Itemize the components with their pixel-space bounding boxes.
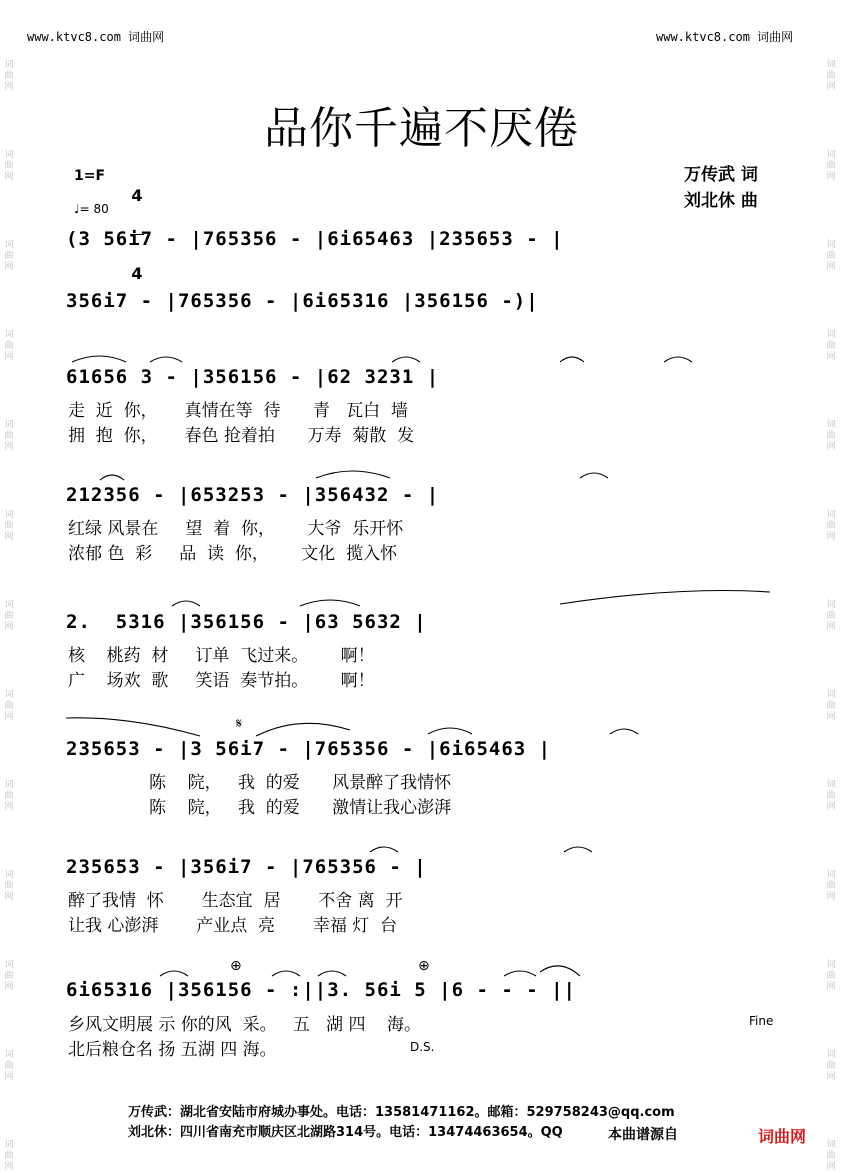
slur (150, 357, 182, 362)
lyric-line-5b: 广 场欢 歌 笑语 奏节拍。 啊！ (68, 671, 375, 691)
side-watermark-text: 词曲网 (826, 1050, 836, 1082)
tempo-value: = 80 (79, 202, 109, 216)
lyric-line-3a: 走 近 你， 真情在等 待 青 瓦白 墙 (68, 401, 408, 421)
score-row-3: 61656 3 - |356156 - |62 3231 | (66, 366, 440, 388)
side-watermark-text: 词曲网 (4, 780, 14, 812)
side-watermark-text: 词曲网 (826, 330, 836, 362)
slur (160, 971, 188, 976)
fine-marking: Fine (749, 1014, 774, 1028)
tempo-marking (74, 202, 109, 216)
side-watermark-text: 词曲网 (826, 510, 836, 542)
side-watermark-text: 词曲网 (4, 240, 14, 272)
side-watermark-text: 词曲网 (826, 150, 836, 182)
footer-contact-lyricist: 万传武：湖北省安陆市府城办事处。电话：13581471162。邮箱：529758243@qq.com (128, 1105, 675, 1120)
source-label: 本曲谱源自 (606, 1124, 680, 1144)
slur (370, 847, 398, 852)
slur (100, 475, 124, 480)
lyric-line-3b: 拥 抱 你， 春色 抢着拍 万寿 菊散 发 (68, 426, 415, 446)
slur (172, 601, 200, 606)
side-watermark-text: 词曲网 (4, 1050, 14, 1082)
slur (316, 471, 390, 478)
slur (300, 600, 360, 606)
side-watermark-text: 词曲网 (4, 1140, 14, 1172)
side-watermark-text: 词曲网 (4, 420, 14, 452)
site-url-left: www.ktvc8.com 词曲网 (27, 30, 165, 44)
score-row-4: 212356 - |653253 - |356432 - | (66, 484, 440, 506)
slur (610, 729, 638, 734)
slur (564, 847, 592, 852)
coda-sign-2: ⊕ (418, 958, 430, 974)
side-watermark-text: 词曲网 (4, 600, 14, 632)
slur (428, 728, 472, 734)
slur (392, 357, 420, 362)
footer-contact-composer: 刘北休：四川省南充市顺庆区北湖路314号。电话：13474463654。QQ (128, 1125, 563, 1140)
composer-credit: 刘北休 曲 (684, 191, 758, 211)
slur (664, 357, 692, 362)
lyric-line-4b: 浓郁 色 彩 品 读 你， 文化 揽入怀 (68, 544, 398, 564)
score-row-1: (3 56i7 - |765356 - |6i65463 |235653 - | (66, 228, 564, 250)
score-row-5: 2. 5316 |356156 - |63 5632 | (66, 611, 427, 633)
ds-marking: D.S. (410, 1040, 435, 1054)
side-watermark-text: 词曲网 (4, 690, 14, 722)
slur (560, 591, 770, 605)
side-watermark-text: 词曲网 (4, 330, 14, 362)
score-row-7: 235653 - |356i7 - |765356 - | (66, 856, 427, 878)
lyric-line-4a: 红绿 风景在 望 着 你， 大爷 乐开怀 (68, 519, 404, 539)
slur (72, 356, 126, 362)
side-watermark-text: 词曲网 (4, 870, 14, 902)
slur (66, 718, 200, 736)
time-signature-top: 4 (131, 186, 143, 205)
lyric-line-8a: 乡风文明展 示 你的风 采。 五 湖 四 海。 (68, 1015, 422, 1035)
slur (256, 723, 350, 736)
site-logo: 词曲网 (758, 1127, 807, 1146)
time-signature (130, 158, 144, 296)
lyricist-credit: 万传武 词 (684, 165, 758, 185)
score-row-2: 356i7 - |765356 - |6i65316 |356156 -)| (66, 290, 539, 312)
side-watermark-text: 词曲网 (826, 60, 836, 92)
side-watermark-text: 词曲网 (826, 240, 836, 272)
song-title: 品你千遍不厌倦 (264, 103, 579, 154)
slur (580, 473, 608, 478)
side-watermark-text: 词曲网 (4, 960, 14, 992)
side-watermark-text: 词曲网 (826, 690, 836, 722)
side-watermark-text: 词曲网 (826, 1140, 836, 1172)
coda-sign: ⊕ (230, 958, 242, 974)
score-row-8: 6i65316 |356156 - :||3. 56i 5 |6 - - - || (66, 979, 576, 1001)
lyric-line-7b: 让我 心澎湃 产业点 亮 幸福 灯 台 (68, 916, 398, 936)
slur (504, 971, 536, 976)
side-watermark-text: 词曲网 (4, 150, 14, 182)
site-url-right: www.ktvc8.com 词曲网 (656, 30, 794, 44)
segno-sign: 𝄋 (236, 716, 243, 732)
lyric-line-5a: 核 桃药 材 订单 飞过来。 啊！ (68, 646, 375, 666)
slur (540, 966, 580, 976)
lyric-line-8b: 北后粮仓名 扬 五湖 四 海。 (68, 1040, 277, 1060)
quarter-note-icon: ♩ (74, 202, 80, 216)
lyric-line-6b: 陈 院， 我 的爱 激情让我心澎湃 (68, 798, 452, 818)
lyric-line-7a: 醉了我情 怀 生态宜 居 不舍 离 开 (68, 891, 403, 911)
key-signature: 1=F (74, 168, 106, 184)
side-watermark-text: 词曲网 (4, 60, 14, 92)
time-signature-bottom: 4 (131, 264, 143, 283)
score-row-6: 235653 - |3 56i7 - |765356 - |6i65463 | (66, 738, 552, 760)
side-watermark-text: 词曲网 (826, 960, 836, 992)
side-watermark-text: 词曲网 (826, 420, 836, 452)
side-watermark-text: 词曲网 (826, 870, 836, 902)
side-watermark-text: 词曲网 (826, 780, 836, 812)
side-watermark-text: 词曲网 (826, 600, 836, 632)
slur (560, 357, 584, 362)
side-watermark-text: 词曲网 (4, 510, 14, 542)
slur (318, 971, 346, 976)
lyric-line-6a: 陈 院， 我 的爱 风景醉了我情怀 (68, 773, 452, 793)
slur (272, 971, 300, 976)
